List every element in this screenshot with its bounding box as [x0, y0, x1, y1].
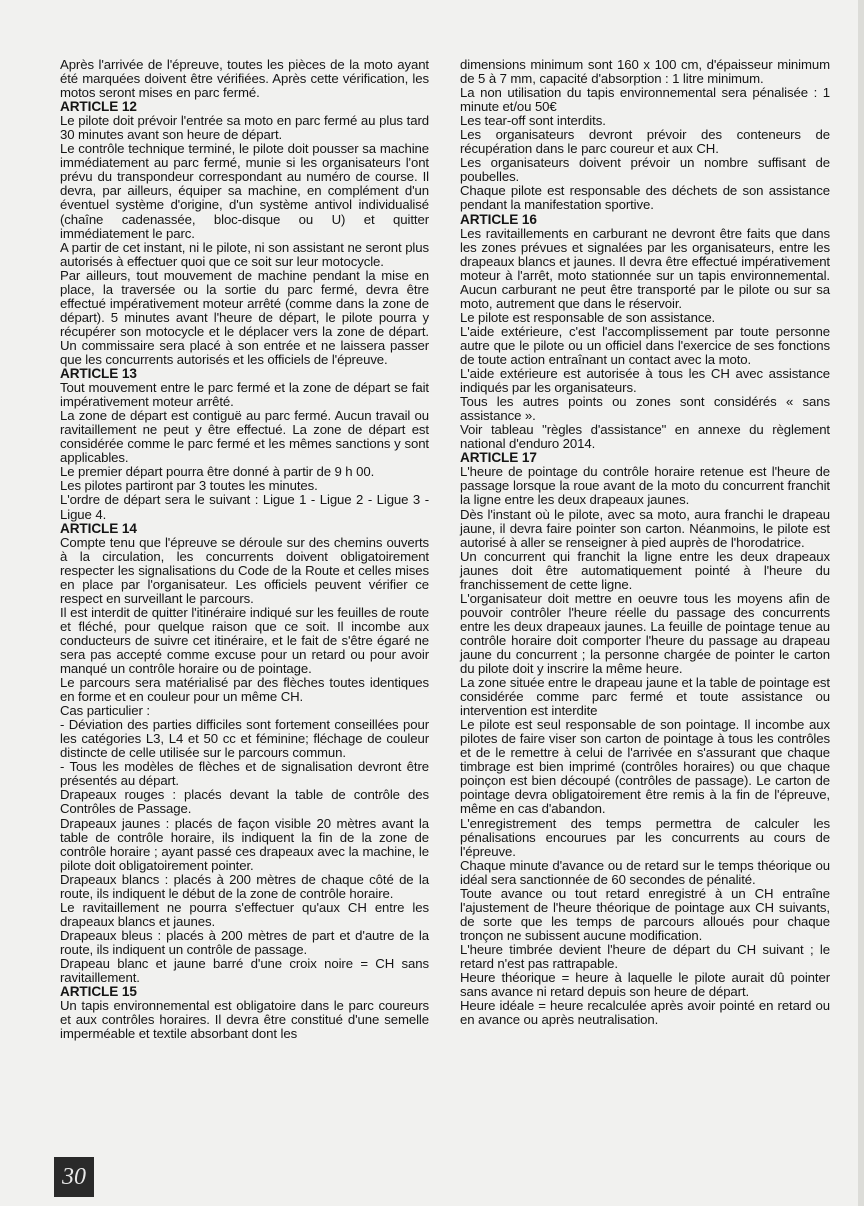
paragraph: Les pilotes partiront par 3 toutes les minutes. — [60, 478, 318, 494]
paragraph: Cas particulier : — [60, 703, 150, 719]
paragraph: L'heure timbrée devient l'heure de départ du CH suivant ; le retard n'est pas rattrapable. — [460, 941, 830, 971]
page-number: 30 — [54, 1157, 94, 1197]
paragraph: L'organisateur doit mettre en oeuvre tous les moyens afin de pouvoir contrôler l'heure réelle du passage des concurrents entre les deux drapeaux jaunes. La feuille de pointage tenue au contrôle horaire doit comporter l'heure du passage au drapeau jaune du concurrent ; la personne chargée de pointer le carton du pilote doit y inscrire la même heure. — [460, 590, 830, 677]
paragraph: Le pilote est responsable de son assistance. — [460, 309, 716, 325]
paragraph: Heure théorique = heure à laquelle le pilote aurait dû pointer sans avance ni retard depuis son heure de départ. — [460, 970, 830, 1000]
paragraph: L'aide extérieure est autorisée à tous les CH avec assistance indiqués par les organisateurs. — [460, 366, 830, 396]
paragraph: Tout mouvement entre le parc fermé et la zone de départ se fait impérativement moteur arrêté. — [60, 380, 429, 410]
paragraph: L'enregistrement des temps permettra de calculer les pénalisations encourues par les concurrents au cours de l'épreuve. — [460, 815, 830, 859]
paragraph: Un tapis environnemental est obligatoire dans le parc coureurs et aux contrôles horaires. Il devra être constitué d'une semelle imperméable et textile absorbant dont les — [60, 998, 429, 1042]
paragraph: L'ordre de départ sera le suivant : Ligue 1 - Ligue 2 - Ligue 3 - Ligue 4. — [60, 492, 429, 522]
paragraph: Voir tableau "règles d'assistance" en annexe du règlement national d'enduro 2014. — [460, 422, 830, 452]
paragraph: Le parcours sera matérialisé par des flèches toutes identiques en forme et en couleur pour un même CH. — [60, 675, 429, 705]
paragraph: Drapeaux blancs : placés à 200 mètres de chaque côté de la route, ils indiquent le début de la zone de contrôle horaire. — [60, 871, 429, 901]
paragraph: Les organisateurs doivent prévoir un nombre suffisant de poubelles. — [460, 155, 830, 185]
left-column — [60, 58, 429, 1041]
paragraph: La non utilisation du tapis environnemental sera pénalisée : 1 minute et/ou 50€ — [460, 85, 830, 115]
paragraph: - Déviation des parties difficiles sont fortement conseillées pour les catégories L3, L4 et 50 cc et féminine; fléchage de couleur distincte de celle utilisée sur le parcours commun. — [60, 717, 429, 761]
right-column — [460, 58, 830, 1027]
paragraph: Un concurrent qui franchit la ligne entre les deux drapeaux jaunes doit être automatiquement pointé à l'heure du franchissement de cette ligne. — [460, 548, 830, 592]
paragraph: Le pilote doit prévoir l'entrée sa moto en parc fermé au plus tard 30 minutes avant son heure de départ. — [60, 113, 429, 143]
article-heading: ARTICLE 14 — [60, 520, 137, 536]
paragraph: Par ailleurs, tout mouvement de machine pendant la mise en place, la traversée ou la sortie du parc fermé, devra être effectué impérativement moteur arrêté (comme dans la zone de départ). 5 minutes avant l'heure de départ, le pilote pourra y récupérer son motocycle et le déplacer vers la zone de départ. Un commissaire sera placé à son entrée et ne laissera passer que les concurrents autorisés et les officiels de l'épreuve. — [60, 267, 429, 367]
paragraph: Il est interdit de quitter l'itinéraire indiqué sur les feuilles de route et fléché, pour quelque raison que ce soit. Il incombe aux conducteurs de suivre cet itinéraire, et le fait de s'être égaré ne sera pas accepté comme excuse pour un retard ou pour avoir manqué un contrôle horaire ou de pointage. — [60, 604, 429, 677]
paragraph: Le premier départ pourra être donné à partir de 9 h 00. — [60, 464, 375, 480]
article-heading: ARTICLE 16 — [460, 211, 537, 227]
paragraph: dimensions minimum sont 160 x 100 cm, d'épaisseur minimum de 5 à 7 mm, capacité d'absorption : 1 litre minimum. — [460, 57, 830, 87]
paragraph: L'aide extérieure, c'est l'accomplissement par toute personne autre que le pilote ou un officiel dans l'exercice de ses fonctions de toute action entraînant un contact avec la moto. — [460, 323, 830, 367]
paragraph: La zone située entre le drapeau jaune et la table de pointage est considérée comme parc fermé et toute assistance ou intervention est interdite — [460, 675, 830, 719]
article-heading: ARTICLE 12 — [60, 99, 137, 115]
page-edge — [858, 0, 864, 1206]
paragraph: Compte tenu que l'épreuve se déroule sur des chemins ouverts à la circulation, les concurrents doivent obligatoirement respecter les signalisations du Code de la Route et celles mises en place par l'organisateur. Les officiels peuvent vérifier ce respect en surveillant le parcours. — [60, 534, 429, 606]
paragraph: Les tear-off sont interdits. — [460, 113, 606, 129]
article-heading: ARTICLE 15 — [60, 984, 137, 1000]
paragraph: Le pilote est seul responsable de son pointage. Il incombe aux pilotes de faire viser son carton de pointage à tous les contrôles et de le remettre à celui de l'arrivée en s'assurant que chaque timbrage est bien imprimé (contrôles horaires) ou que chaque poinçon est bien découpé (contrôles de passage). Le carton de pointage devra obligatoirement être remis à la fin de l'épreuve, même en cas d'abandon. — [460, 717, 830, 817]
paragraph: Drapeaux jaunes : placés de façon visible 20 mètres avant la table de contrôle horaire, ils indiquent la fin de la zone de contrôle horaire ; ayant passé ces drapeaux avec la machine, le pilote doit obligatoirement pointer. — [60, 815, 429, 873]
paragraph: L'heure de pointage du contrôle horaire retenue est l'heure de passage lorsque la roue avant de la moto du concurrent franchit la ligne entre les deux drapeaux jaunes. — [460, 464, 830, 508]
paragraph: Drapeaux rouges : placés devant la table de contrôle des Contrôles de Passage. — [60, 787, 429, 817]
article-heading: ARTICLE 17 — [460, 450, 537, 466]
paragraph: A partir de cet instant, ni le pilote, ni son assistant ne seront plus autorisés à effectuer quoi que ce soit sur leur motocycle. — [60, 239, 429, 269]
paragraph: La zone de départ est contiguë au parc fermé. Aucun travail ou ravitaillement ne peut y être effectué. La zone de départ est considérée comme le parc fermé et les mêmes sanctions y sont applicables. — [60, 408, 429, 466]
paragraph: Le ravitaillement ne pourra s'effectuer qu'aux CH entre les drapeaux blancs et jaunes. — [60, 899, 429, 929]
paragraph: Heure idéale = heure recalculée après avoir pointé en retard ou en avance ou après neutralisation. — [460, 998, 830, 1028]
paragraph: Chaque minute d'avance ou de retard sur le temps théorique ou idéal sera sanctionnée de 60 secondes de pénalité. — [460, 857, 830, 887]
paragraph: Les ravitaillements en carburant ne devront être faits que dans les zones prévues et signalées par les organisateurs, entre les drapeaux blancs et jaunes. Il devra être effectué impérativement moteur à l'arrêt, moto stationnée sur un tapis environnemental. Aucun carburant ne peut être transporté par le pilote ou sur sa moto, autrement que dans le réservoir. — [460, 225, 830, 311]
paragraph: Tous les autres points ou zones sont considérés « sans assistance ». — [460, 394, 830, 424]
paragraph: Drapeau blanc et jaune barré d'une croix noire = CH sans ravitaillement. — [60, 956, 429, 986]
paragraph: - Tous les modèles de flèches et de signalisation devront être présentés au départ. — [60, 759, 429, 789]
paragraph: Les organisateurs devront prévoir des conteneurs de récupération dans le parc coureur et aux CH. — [460, 127, 830, 157]
paragraph: Le contrôle technique terminé, le pilote doit pousser sa machine immédiatement au parc fermé, munie si les organisateurs l'ont prévu du transpondeur correspondant au numéro de course. Il devra, par ailleurs, équiper sa machine, en complément d'un éventuel système d'origine, d'un système antivol individualisé (chaîne cadenassée, bloc-disque ou U) et quitter immédiatement le parc. — [60, 141, 429, 241]
paragraph: Dès l'instant où le pilote, avec sa moto, aura franchi le drapeau jaune, il devra faire pointer son carton. Néanmoins, le pilote est autorisé à aller se renseigner à pied auprès de l'horodatrice. — [460, 506, 830, 550]
paragraph: Drapeaux bleus : placés à 200 mètres de part et d'autre de la route, ils indiquent un contrôle de passage. — [60, 927, 429, 957]
paragraph: Après l'arrivée de l'épreuve, toutes les pièces de la moto ayant été marquées doivent être vérifiées. Après cette vérification, les motos seront mises en parc fermé. — [60, 57, 429, 101]
article-heading: ARTICLE 13 — [60, 366, 137, 382]
paragraph: Toute avance ou tout retard enregistré à un CH entraîne l'ajustement de l'heure théorique de pointage aux CH suivants, de sorte que les temps de parcours alloués pour chaque tronçon ne subissent aucune modification. — [460, 885, 830, 943]
paragraph: Chaque pilote est responsable des déchets de son assistance pendant la manifestation sportive. — [460, 183, 830, 213]
